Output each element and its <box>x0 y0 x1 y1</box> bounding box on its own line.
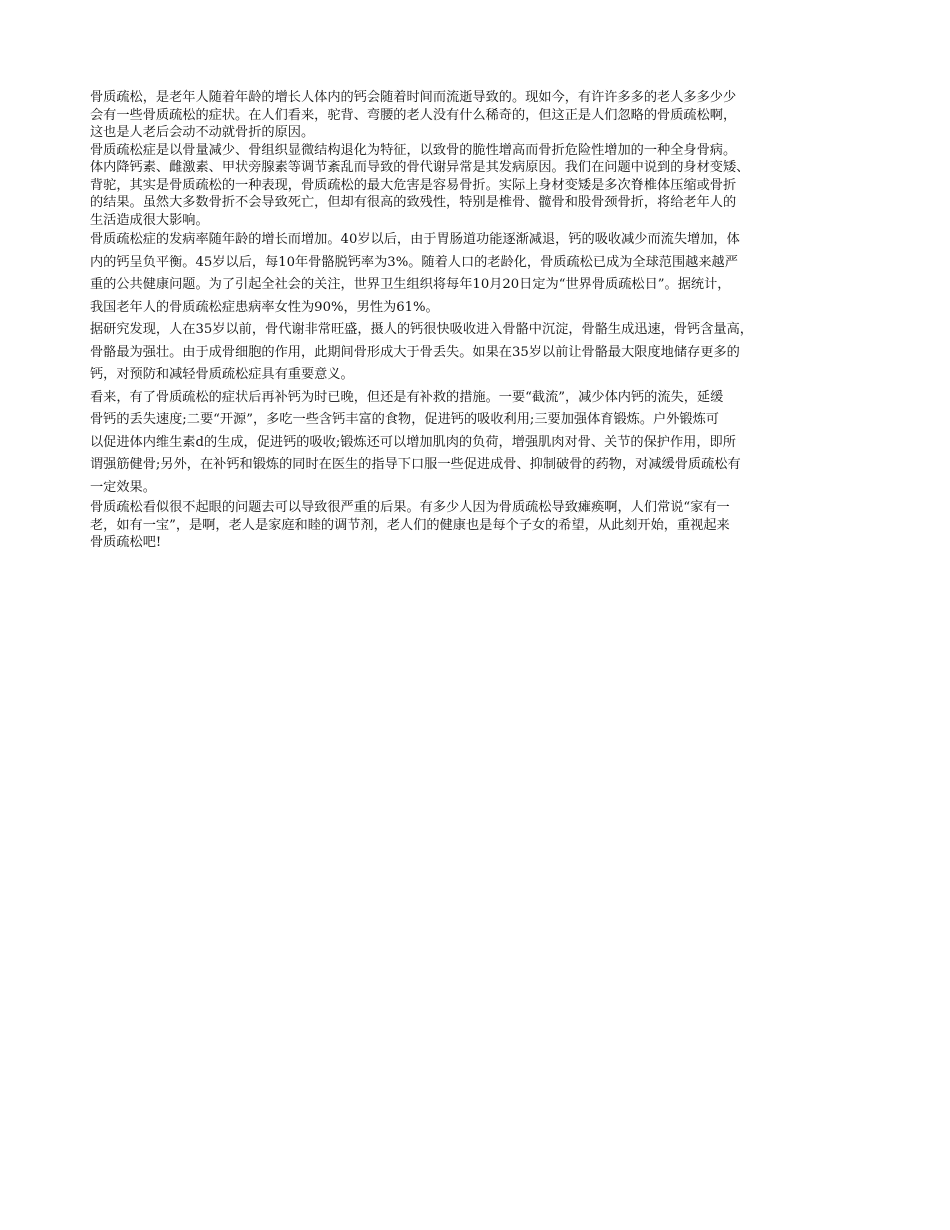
text-line: 会有一些骨质疏松的症状。在人们看来，驼背、弯腰的老人没有什么稀奇的，但这正是人们忽略的骨质疏松啊， <box>90 107 737 123</box>
text-line: 生活造成很大影响。 <box>90 212 209 228</box>
text-line: 重的公共健康问题。为了引起全社会的关注，世界卫生组织将每年10月20日定为“世界骨质疏松日”。据统计， <box>90 277 731 292</box>
paragraph-remedies <box>90 387 870 500</box>
text-line: 骨骼最为强壮。由于成骨细胞的作用，此期间骨形成大于骨丢失。如果在35岁以前让骨骼最大限度地储存更多的 <box>90 344 740 360</box>
paragraph-definition <box>90 142 870 230</box>
text-line: 内的钙呈负平衡。45岁以后，每10年骨骼脱钙率为3%。随着人口的老龄化，骨质疏松已成为全球范围越来越严 <box>90 254 738 270</box>
text-line: 谓强筋健骨;另外，在补钙和锻炼的同时在医生的指导下口服一些促进成骨、抑制破骨的药物，对减缓骨质疏松有 <box>90 457 741 472</box>
text-line: 看来，有了骨质疏松的症状后再补钙为时已晚，但还是有补救的措施。一要“截流”，减少体内钙的流失，延缓 <box>90 389 724 405</box>
text-line: 骨质疏松看似很不起眼的问题去可以导致很严重的后果。有多少人因为骨质疏松导致瘫痪啊，人们常说“家有一 <box>90 500 730 515</box>
text-line: 老，如有一宝”，是啊，老人是家庭和睦的调节剂，老人们的健康也是每个子女的希望，从此刻开始，重视起来 <box>90 517 730 533</box>
text-line: 背驼，其实是骨质疏松的一种表现，骨质疏松的最大危害是容易骨折。实际上身材变矮是多次脊椎体压缩或骨折 <box>90 177 737 193</box>
text-line: 骨质疏松吧! <box>90 535 162 550</box>
paragraph-research <box>90 319 870 387</box>
text-line: 的结果。虽然大多数骨折不会导致死亡，但却有很高的致残性，特别是椎骨、髋骨和股骨颈骨折，将给老年人的 <box>90 195 737 210</box>
text-line: 体内降钙素、雌激素、甲状旁腺素等调节紊乱而导致的骨代谢异常是其发病原因。我们在问题中说到的身材变矮、 <box>90 160 750 175</box>
text-line: 骨质疏松症的发病率随年龄的增长而增加。40岁以后，由于胃肠道功能逐渐减退，钙的吸收减少而流失增加，体 <box>90 232 740 247</box>
text-line: 一定效果。 <box>90 479 156 495</box>
text-line: 这也是人老后会动不动就骨折的原因。 <box>90 125 315 140</box>
paragraph-intro <box>90 89 870 142</box>
text-line: 骨质疏松症是以骨量减少、骨组织显微结构退化为特征，以致骨的脆性增高而骨折危险性增加的一种全身骨病。 <box>90 142 737 158</box>
paragraph-conclusion <box>90 499 870 552</box>
text-line: 以促进体内维生素d的生成，促进钙的吸收;锻炼还可以增加肌肉的负荷，增强肌肉对骨、关节的保护作用，即所 <box>90 434 736 450</box>
text-line: 据研究发现，人在35岁以前，骨代谢非常旺盛，摄人的钙很快吸收进入骨骼中沉淀，骨骼生成迅速，骨钙含量高， <box>90 322 753 337</box>
paragraph-incidence <box>90 229 870 319</box>
text-line: 骨质疏松，是老年人随着年龄的增长人体内的钙会随着时间而流逝导致的。现如今，有许许多多的老人多多少少 <box>90 90 737 105</box>
text-line: 钙，对预防和减轻骨质疏松症具有重要意义。 <box>90 367 354 382</box>
text-line: 我国老年人的骨质疏松症患病率女性为90%，男性为61%。 <box>90 299 439 315</box>
text-line: 骨钙的丢失速度;二要“开源”，多吃一些含钙丰富的食物，促进钙的吸收利用;三要加强体育锻炼。户外锻炼可 <box>90 412 719 427</box>
document-page <box>90 89 870 552</box>
